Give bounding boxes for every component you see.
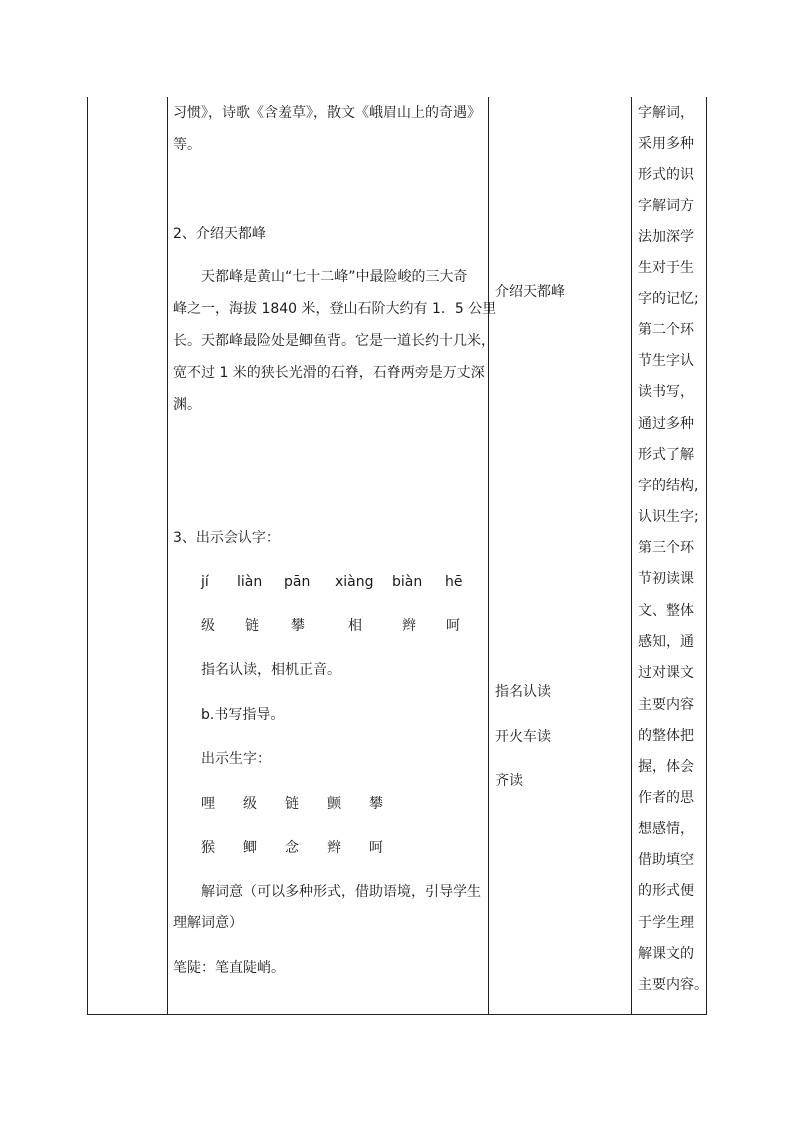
pinyin-item: hē — [445, 574, 463, 590]
intent-line: 的形式便 — [638, 883, 694, 899]
table-divider-3 — [631, 97, 632, 1015]
pinyin-item: biàn — [392, 574, 423, 590]
character-item: 辫 — [327, 840, 341, 856]
character-item: 攀 — [369, 796, 383, 812]
intent-line: 字的结构, — [638, 478, 699, 494]
intent-line: 想感情， — [638, 821, 694, 837]
character-item: 相 — [348, 618, 362, 634]
table-border-bottom — [87, 1014, 707, 1015]
pinyin-item: pān — [284, 574, 311, 590]
text-line: 出示生字： — [201, 751, 271, 767]
character-item: 呵 — [446, 618, 460, 634]
character-item: 级 — [243, 796, 257, 812]
section-heading: 2、介绍天都峰 — [173, 226, 266, 242]
table-divider-2 — [488, 97, 489, 1015]
intent-line: 第三个环 — [638, 540, 694, 556]
intent-line: 借助填空 — [638, 852, 694, 868]
text-line: 天都峰是黄山“七十二峰”中最险峻的三大奇 — [201, 269, 468, 285]
pinyin-item: jí — [201, 574, 209, 590]
section-heading: 3、出示会认字： — [173, 530, 280, 546]
intent-line: 过对课文 — [638, 665, 694, 681]
activity-text: 介绍天都峰 — [495, 284, 565, 300]
character-item: 鲫 — [243, 840, 257, 856]
intent-line: 主要内容。 — [638, 977, 708, 993]
character-item: 链 — [245, 618, 259, 634]
intent-line: 生对于生 — [638, 260, 694, 276]
text-line: 指名认读，相机正音。 — [201, 662, 341, 678]
character-item: 呵 — [369, 840, 383, 856]
character-item: 念 — [285, 840, 299, 856]
intent-line: 字解词方 — [638, 198, 694, 214]
activity-text: 开火车读 — [495, 729, 551, 745]
intent-line: 认识生字; — [638, 509, 699, 525]
text-line: 解词意（可以多种形式，借助语境，引导学生 — [201, 884, 481, 900]
intent-line: 的整体把 — [638, 728, 694, 744]
text-line: 等。 — [173, 137, 201, 153]
intent-line: 握，体会 — [638, 759, 694, 775]
text-line: 习惯》，诗歌《含羞草》，散文《峨眉山上的奇遇》 — [173, 105, 481, 121]
intent-line: 第二个环 — [638, 322, 694, 338]
text-line: b.书写指导。 — [201, 707, 285, 723]
intent-line: 作者的思 — [638, 790, 694, 806]
activity-text: 齐读 — [495, 773, 523, 789]
pinyin-item: xiàng — [335, 574, 374, 590]
intent-line: 于学生理 — [638, 915, 694, 931]
intent-line: 字的记忆; — [638, 291, 699, 307]
table-divider-1 — [167, 97, 168, 1015]
intent-line: 采用多种 — [638, 136, 694, 152]
character-item: 攀 — [291, 618, 305, 634]
text-line: 长。天都峰最险处是鲫鱼背。它是一道长约十几米， — [173, 333, 495, 349]
intent-line: 感知，通 — [638, 634, 694, 650]
intent-line: 节生字认 — [638, 353, 694, 369]
character-item: 级 — [201, 618, 215, 634]
table-border-left — [87, 97, 88, 1015]
intent-line: 文、整体 — [638, 603, 694, 619]
intent-line: 主要内容 — [638, 697, 694, 713]
intent-line: 节初读课 — [638, 571, 694, 587]
intent-line: 法加深学 — [638, 229, 694, 245]
intent-line: 读书写， — [638, 384, 694, 400]
intent-line: 解课文的 — [638, 946, 694, 962]
intent-line: 字解词， — [638, 105, 694, 121]
pinyin-item: liàn — [237, 574, 263, 590]
table-border-right — [706, 97, 707, 1015]
intent-line: 通过多种 — [638, 416, 694, 432]
text-line: 理解词意） — [173, 915, 243, 931]
character-item: 颤 — [327, 796, 341, 812]
text-line: 峰之一，海拔 1840 米，登山石阶大约有 1．5 公里 — [173, 301, 497, 317]
text-line: 笔陡：笔直陡峭。 — [173, 960, 285, 976]
intent-line: 形式了解 — [638, 447, 694, 463]
character-item: 猴 — [201, 840, 215, 856]
text-line: 渊。 — [173, 397, 201, 413]
character-item: 哩 — [201, 796, 215, 812]
intent-line: 形式的识 — [638, 167, 694, 183]
character-item: 辫 — [402, 618, 416, 634]
character-item: 链 — [285, 796, 299, 812]
activity-text: 指名认读 — [495, 684, 551, 700]
text-line: 宽不过 1 米的狭长光滑的石脊，石脊两旁是万丈深 — [173, 365, 485, 381]
